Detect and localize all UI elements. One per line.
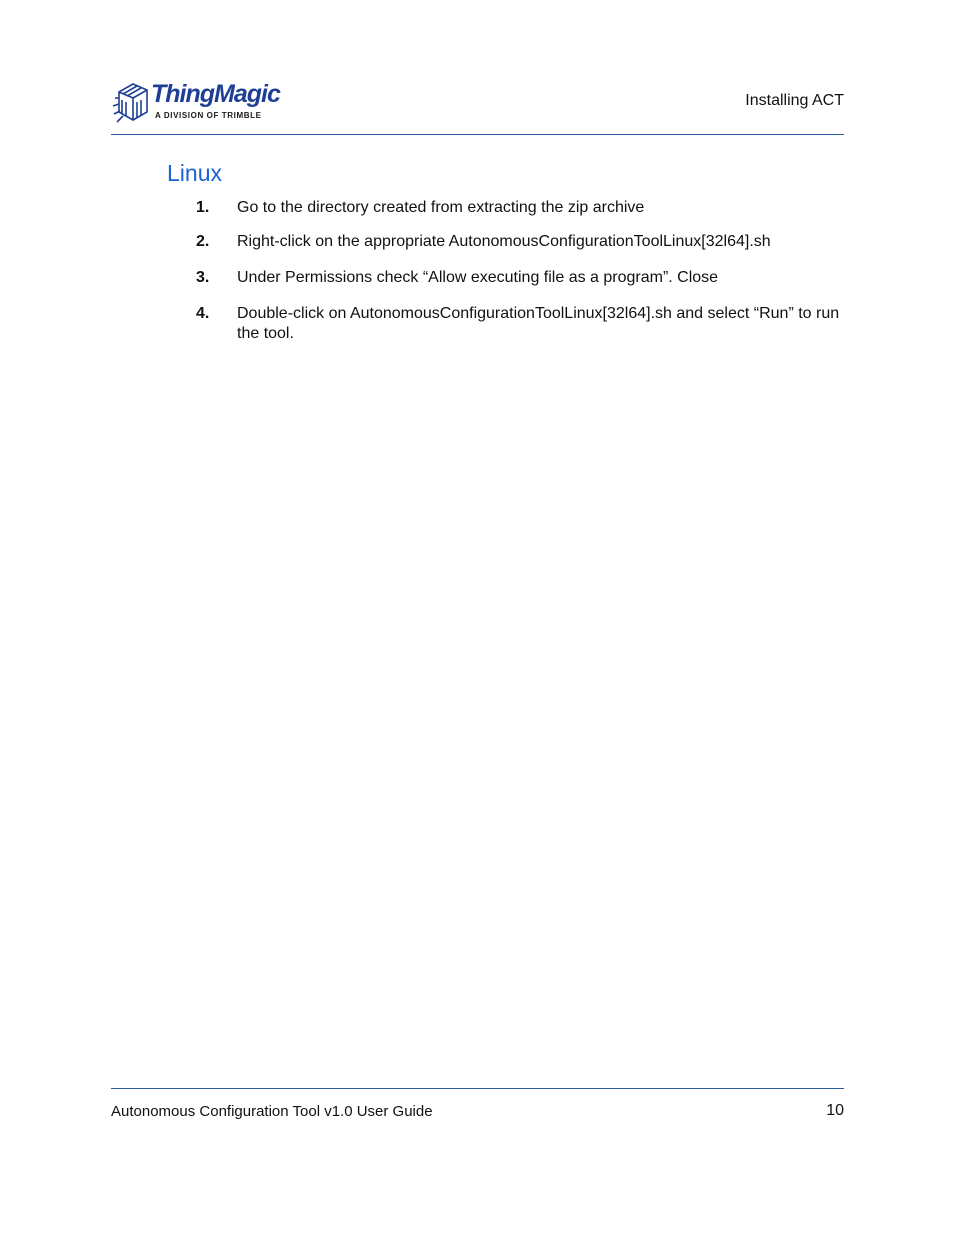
page-number: 10 bbox=[826, 1102, 844, 1119]
running-head: Installing ACT bbox=[745, 92, 844, 109]
steps-list bbox=[195, 198, 845, 360]
list-item bbox=[195, 304, 845, 344]
step-number: 1. bbox=[196, 199, 210, 216]
step-text: Double-click on AutonomousConfigurationToolLinux[32l64].sh and select “Run” to run the tool. bbox=[237, 305, 840, 342]
step-number: 2. bbox=[196, 233, 210, 250]
step-text: Go to the directory created from extracting the zip archive bbox=[237, 199, 645, 216]
thingmagic-cube-icon bbox=[111, 78, 151, 128]
step-text: Under Permissions check “Allow executing file as a program”. Close bbox=[237, 269, 719, 286]
step-number: 3. bbox=[196, 269, 210, 286]
logo-wordmark: ThingMagic bbox=[151, 80, 280, 108]
section-title: Linux bbox=[167, 160, 222, 186]
footer-divider bbox=[111, 1088, 844, 1089]
list-item bbox=[195, 232, 845, 252]
footer-document-title: Autonomous Configuration Tool v1.0 User Guide bbox=[111, 1103, 433, 1120]
list-item bbox=[195, 198, 845, 218]
logo-tagline: A DIVISION OF TRIMBLE bbox=[155, 111, 262, 120]
step-number: 4. bbox=[196, 305, 210, 322]
header-divider bbox=[111, 134, 844, 135]
list-item bbox=[195, 268, 845, 288]
thingmagic-logo bbox=[111, 76, 281, 128]
step-text: Right-click on the appropriate AutonomousConfigurationToolLinux[32l64].sh bbox=[237, 233, 771, 250]
page-header bbox=[111, 76, 844, 135]
